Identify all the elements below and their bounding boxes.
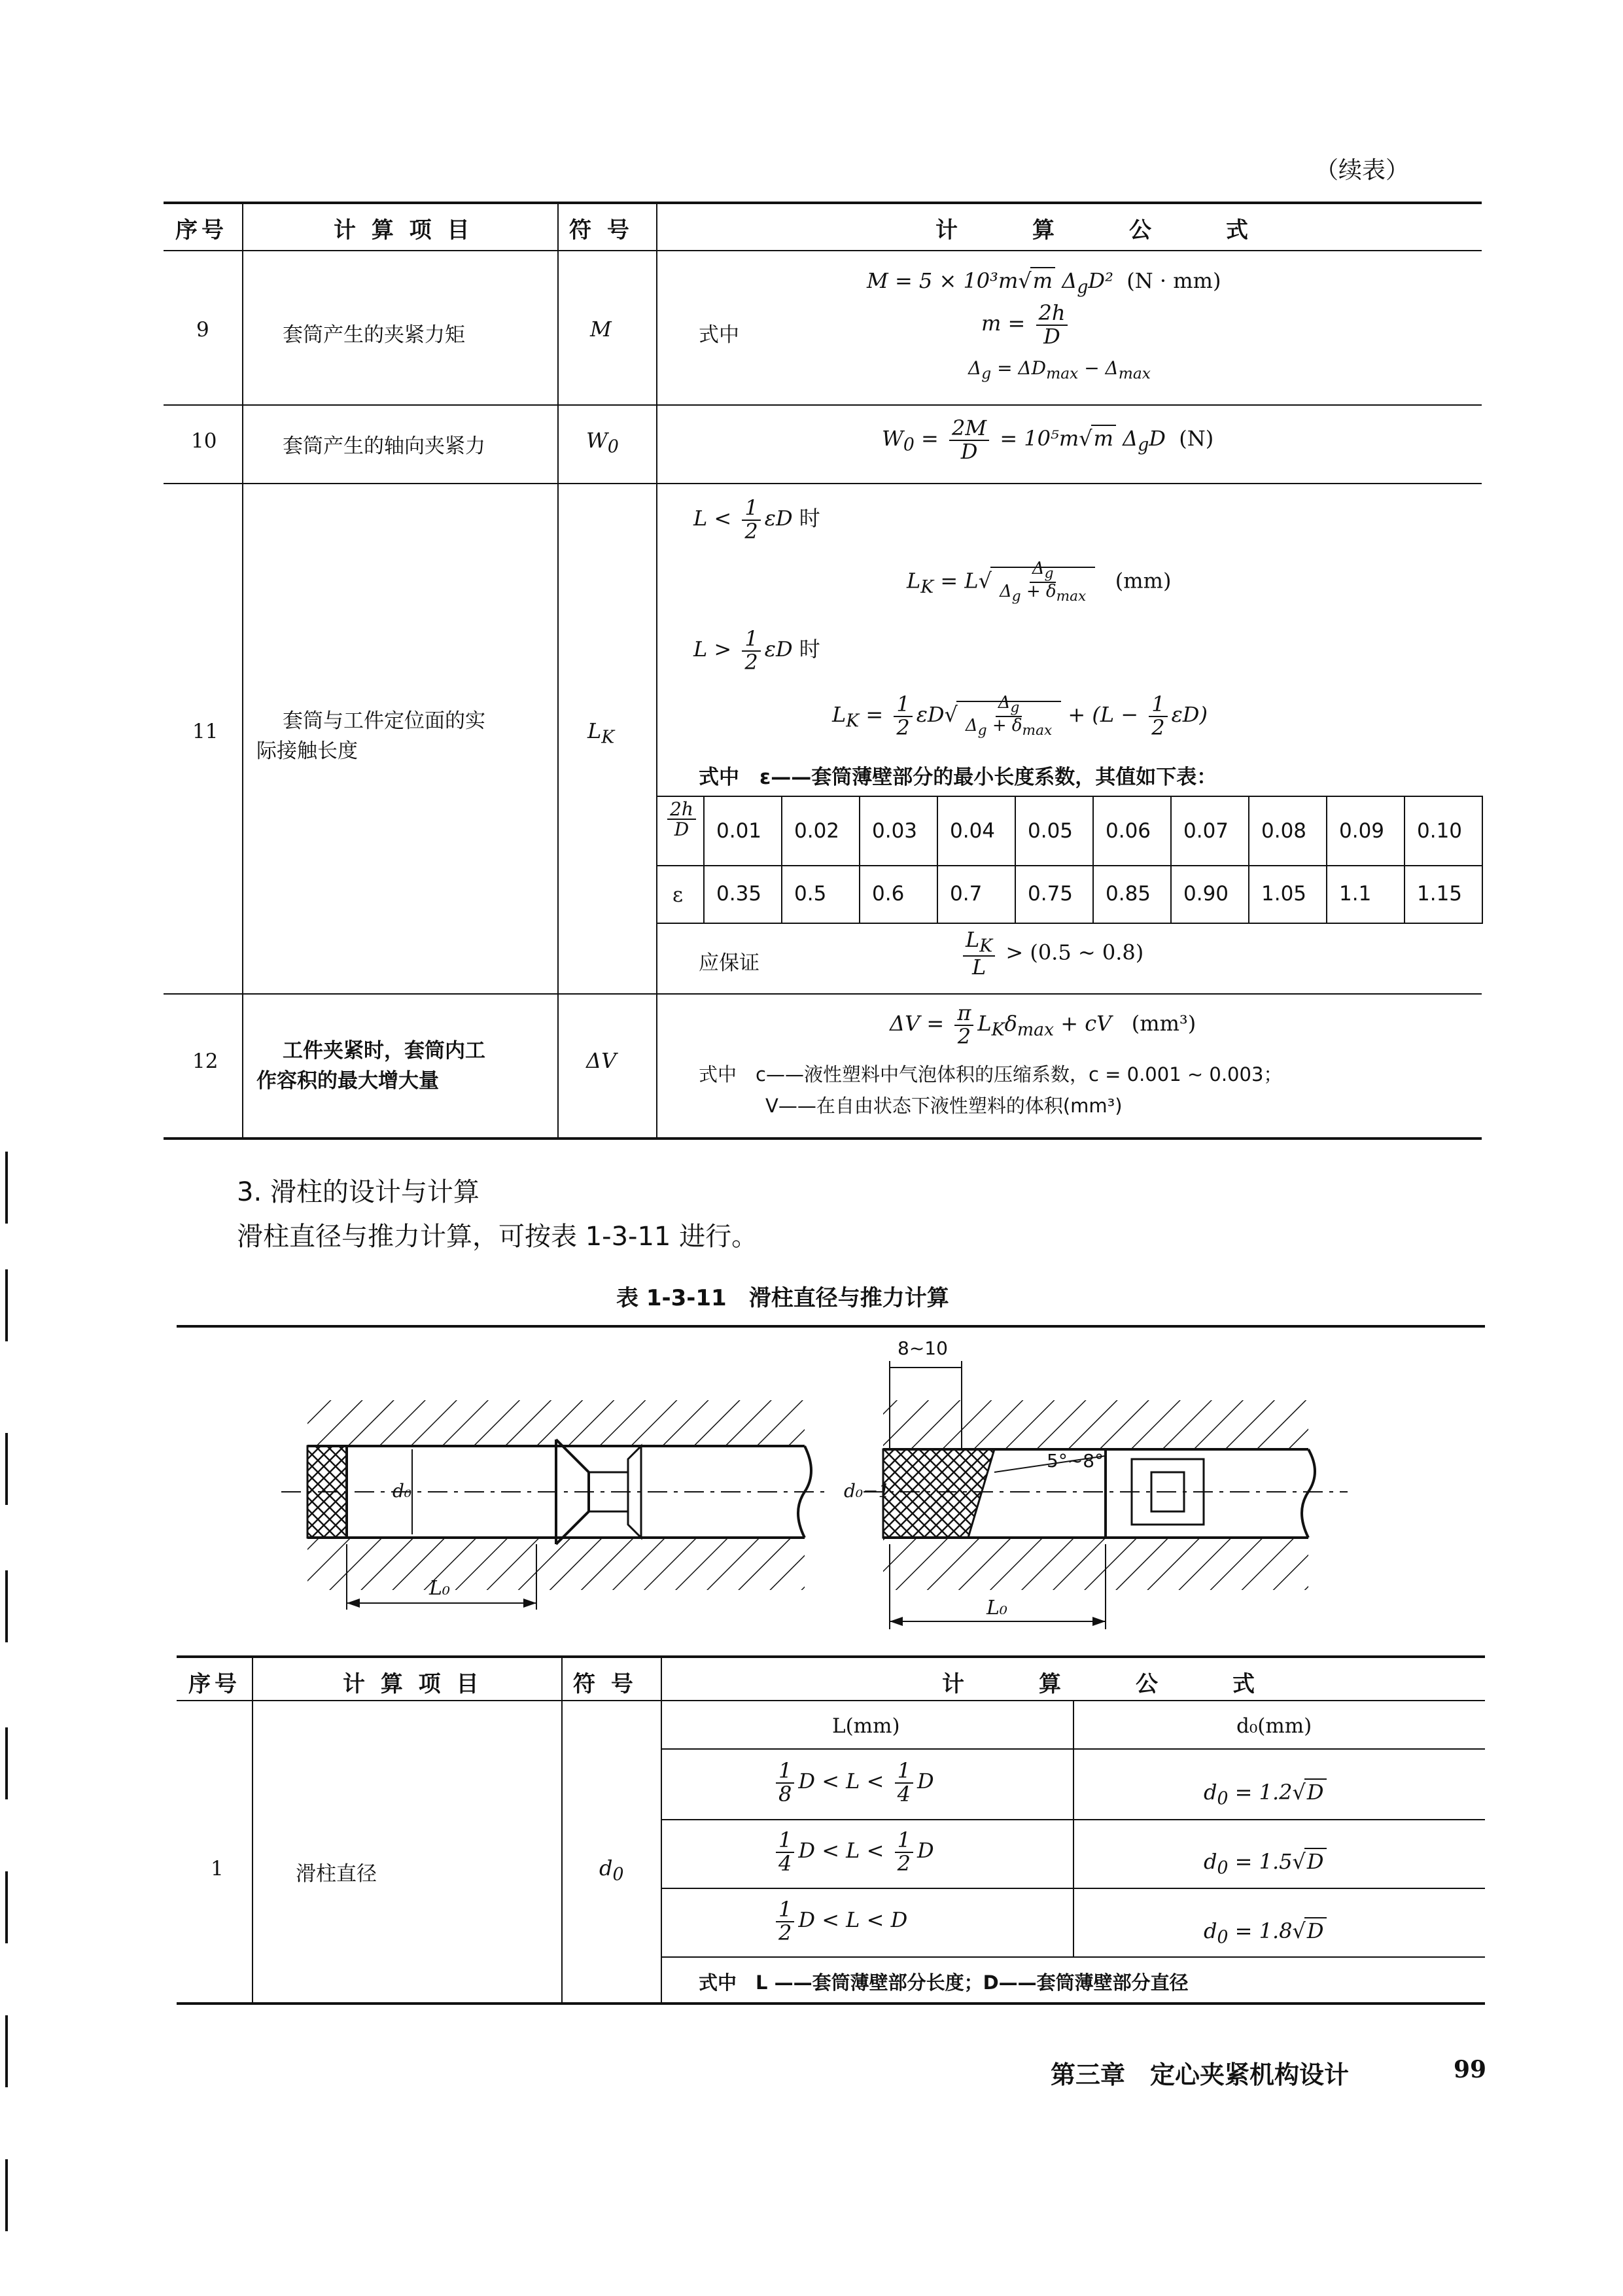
row11-cond-1: L < $\frac{1}{2}$ εD 时 <box>693 495 820 544</box>
row9-where-label: 式中 <box>699 323 739 347</box>
header-formula: 计 算 公 式 <box>935 217 1274 243</box>
t2-range-3-d: $d_0 = 1.8√D$ <box>1204 1918 1327 1947</box>
eps-cell: 1.05 <box>1261 882 1307 906</box>
row9-formula-2: m = $\frac{2h}{D}$ <box>981 302 1072 347</box>
eps-cell: 1.1 <box>1339 882 1372 906</box>
scan-artifact-6 <box>5 1871 8 1943</box>
left-sketch <box>281 1400 831 1610</box>
right-sketch <box>864 1361 1348 1629</box>
row12-where-1: 式中 c——液性塑料中气泡体积的压缩系数，c = 0.001 ~ 0.003； <box>699 1063 1283 1086</box>
left-dim-d: d₀ <box>393 1480 412 1502</box>
t2-range-rule-3 <box>661 1956 1485 1958</box>
footer-page-number: 99 <box>1454 2056 1487 2083</box>
t2-col-sep-3 <box>661 1655 662 2004</box>
t2-row1-no: 1 <box>211 1857 224 1881</box>
t2-bottom-rule <box>177 2002 1485 2005</box>
eps-cell: 0.35 <box>716 882 762 906</box>
row11-symbol: $L_K$ <box>587 718 615 748</box>
scan-artifact-8 <box>5 2159 8 2231</box>
t2-header-formula: 计 算 公 式 <box>942 1671 1281 1697</box>
row9-item: 套筒产生的夹紧力矩 <box>283 323 465 347</box>
right-dim-L: L₀ <box>986 1597 1007 1619</box>
t2-header-item: 计 算 项 目 <box>343 1671 483 1697</box>
t2-header-no: 序号 <box>188 1671 241 1697</box>
eps-cell: 0.01 <box>716 819 762 843</box>
row10-symbol: $W_0$ <box>586 428 619 457</box>
t2-range-1-d: $d_0 = 1.2√D$ <box>1204 1780 1327 1809</box>
eps-cell: 0.07 <box>1183 819 1229 843</box>
row11-ensure-label: 应保证 <box>699 951 759 975</box>
scan-artifact-2 <box>5 1269 8 1341</box>
footer-chapter: 第三章 定心夹紧机构设计 <box>1051 2060 1350 2089</box>
row11-ensure-formula: $\frac{L_K}{L}$ > (0.5 ~ 0.8) <box>959 929 1143 979</box>
eps-cell: 0.85 <box>1106 882 1151 906</box>
eps-cell: 1.15 <box>1417 882 1463 906</box>
t2-top-rule <box>177 1655 1485 1658</box>
eps-ratio-label: $\frac{2h}{D}$ <box>663 800 700 839</box>
t2-header-symbol: 符 号 <box>573 1671 637 1697</box>
t2-col-sep-1 <box>252 1655 253 2004</box>
section-paragraph: 滑柱直径与推力计算，可按表 1-3-11 进行。 <box>237 1222 758 1252</box>
eps-cell: 0.6 <box>872 882 905 906</box>
row11-item-line2: 际接触长度 <box>256 739 358 763</box>
t2-range-3-L: $\frac{1}{2}$ D < L < D <box>772 1899 907 1944</box>
row12-item-line1: 工件夹紧时，套筒内工 <box>283 1039 485 1063</box>
row12-symbol: ΔV <box>586 1048 617 1073</box>
eps-cell: 0.05 <box>1028 819 1073 843</box>
t2-range-2-L: $\frac{1}{4}$ D < L < $\frac{1}{2}$ D <box>772 1829 934 1875</box>
eps-cell: 0.7 <box>950 882 983 906</box>
t2-header-rule <box>177 1700 1485 1701</box>
row10-item: 套筒产生的轴向夹紧力 <box>283 434 485 458</box>
scan-artifact-1 <box>5 1152 8 1224</box>
eps-cell: 0.06 <box>1106 819 1151 843</box>
row9-no: 9 <box>196 318 209 342</box>
row11-where: 式中 ε——套筒薄壁部分的最小长度系数，其值如下表： <box>699 766 1217 789</box>
table-caption: 表 1-3-11 滑柱直径与推力计算 <box>616 1285 949 1311</box>
eps-cell: 0.09 <box>1339 819 1385 843</box>
eps-cell: 0.10 <box>1417 819 1463 843</box>
row9-symbol: M <box>590 317 612 342</box>
eps-cell: 0.04 <box>950 819 996 843</box>
right-dim-d: d₀−1 <box>844 1480 890 1502</box>
row12-item-line2: 作容积的最大增大量 <box>256 1069 439 1093</box>
row9-formula-1: M = 5 × 10³m√m $\Delta_gD^2$ (N · mm) <box>867 268 1221 298</box>
section-heading: 3. 滑柱的设计与计算 <box>237 1177 480 1207</box>
eps-cell: 0.08 <box>1261 819 1307 843</box>
scan-artifact-5 <box>5 1727 8 1799</box>
eps-cell: 0.03 <box>872 819 918 843</box>
row12-formula: ΔV = $\frac{\pi}{2}$ $L_K\delta_{max}$ + cV (mm³) <box>890 1000 1196 1049</box>
eps-label: ε <box>672 883 684 907</box>
t2-col-sep-2 <box>561 1655 563 2004</box>
row11-formula-2: $L_K$ = $\frac{1}{2}$ εD√ $\frac{\Delta_g}{\Delta_g + \delta_{max}}$ + (L − $\frac{1}{2}$ εD) <box>832 692 1208 740</box>
header-item: 计 算 项 目 <box>334 217 474 243</box>
row11-formula-1: $L_K = L√$ $\frac{\Delta_g}{\Delta_g + \delta_{max}}$ (mm) <box>907 559 1172 605</box>
t2-sub-header-L: L(mm) <box>832 1714 900 1738</box>
row12-no: 12 <box>192 1050 218 1073</box>
t2-col-sep-4 <box>1073 1700 1074 1956</box>
t2-range-2-d: $d_0 = 1.5√D$ <box>1204 1849 1327 1878</box>
scan-artifact-3 <box>5 1433 8 1505</box>
header-no: 序号 <box>175 217 228 243</box>
eps-cell: 0.02 <box>794 819 840 843</box>
t2-row1-where: 式中 L ——套筒薄壁部分长度；D——套筒薄壁部分直径 <box>699 1971 1189 1994</box>
row10-formula: $W_0$ = $\frac{2M}{D}$ = 10⁵m√m $\Delta_gD$ (N) <box>882 415 1214 464</box>
t2-row1-item: 滑柱直径 <box>296 1862 377 1886</box>
scan-artifact-4 <box>5 1570 8 1642</box>
scan-artifact-7 <box>5 2015 8 2087</box>
row10-no: 10 <box>191 429 217 453</box>
t2-row1-symbol: $d_0$ <box>599 1856 624 1885</box>
eps-cell: 0.90 <box>1183 882 1229 906</box>
row11-cond-2: L > $\frac{1}{2}$ εD 时 <box>693 626 820 675</box>
t2-range-1-L: $\frac{1}{8}$ D < L < $\frac{1}{4}$ D <box>772 1760 934 1805</box>
row12-where-2: V——在自由状态下液性塑料的体积(mm³) <box>765 1095 1123 1117</box>
row11-item-line1: 套筒与工件定位面的实 <box>283 709 485 733</box>
row11-no: 11 <box>192 720 218 743</box>
eps-cell: 0.5 <box>794 882 827 906</box>
continued-label: （续表） <box>1315 157 1410 184</box>
left-dim-L: L₀ <box>429 1577 450 1600</box>
eps-cell: 0.75 <box>1028 882 1073 906</box>
right-angle: 5°~8° <box>1047 1450 1104 1472</box>
right-dim-top: 8~10 <box>898 1337 948 1359</box>
row9-formula-3: $\Delta_g = \Delta D_{max} - \Delta_{max}$ <box>968 357 1151 383</box>
t2-sub-header-d0: d₀(mm) <box>1236 1714 1312 1738</box>
header-symbol: 符 号 <box>569 217 633 243</box>
